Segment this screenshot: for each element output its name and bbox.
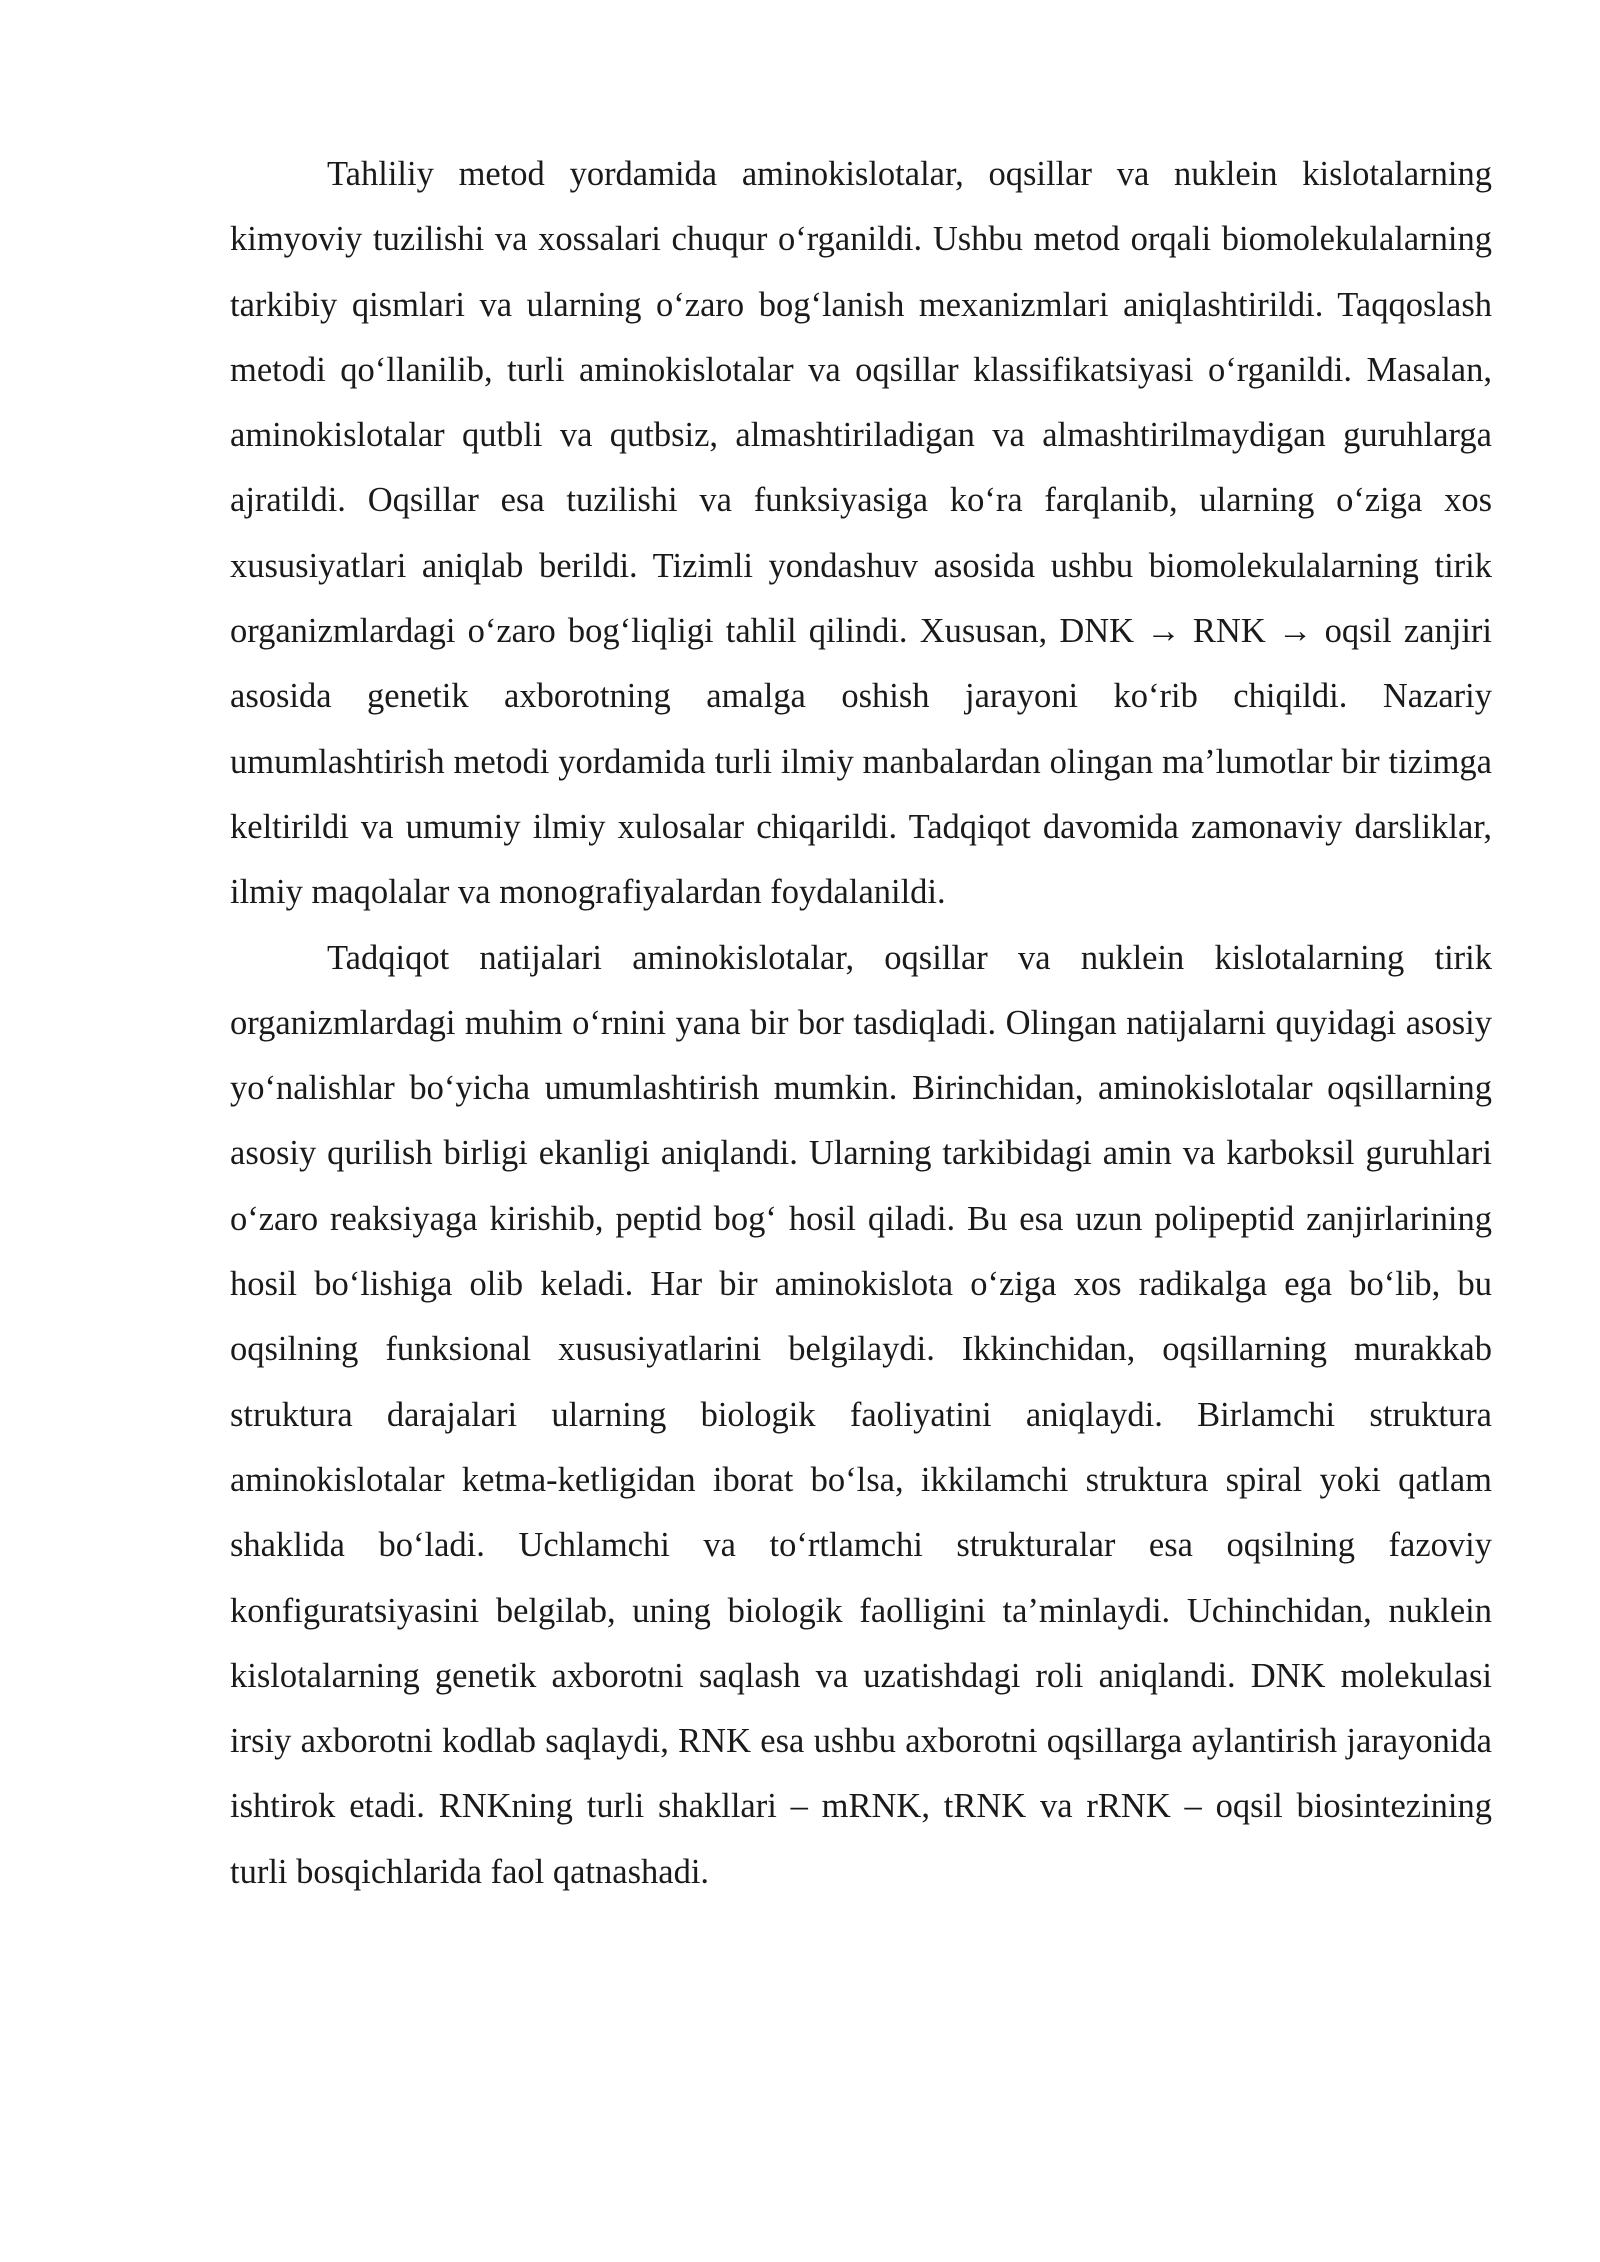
paragraph-methods: Tahliliy metod yordamida aminokislotalar, oqsillar va nuklein kislotalarning kimyoviy tuzilishi va xossalari chuqur o‘rganildi. Ushbu metod orqali biomolekulalarning tarkibiy qismlari va ularning o‘zaro bog‘lanish mexanizmlari aniqlashtirildi. Taqqoslash metodi qo‘llanilib, turli aminokislotalar va oqsillar klassifikatsiyasi o‘rganildi. Masalan, aminokislotalar qutbli va qutbsiz, almashtiriladigan va almashtirilmaydigan guruhlarga ajratildi. Oqsillar esa tuzilishi va funksiyasiga ko‘ra farqlanib, ularning o‘ziga xos xususiyatlari aniqlab berildi. Tizimli yondashuv asosida ushbu biomolekulalarning tirik organizmlardagi o‘zaro bog‘liqligi tahlil qilindi. Xususan, DNK → RNK → oqsil zanjiri asosida genetik axborotning amalga oshish jarayoni ko‘rib chiqildi. Nazariy umumlashtirish metodi yordamida turli ilmiy manbalardan olingan ma’lumotlar bir tizimga keltirildi va umumiy ilmiy xulosalar chiqarildi. Tadqiqot davomida zamonaviy darsliklar, ilmiy maqolalar va monografiyalardan foydalanildi.: [230, 155, 1492, 912]
paragraph-results: Tadqiqot natijalari aminokislotalar, oqsillar va nuklein kislotalarning tirik organizmlardagi muhim o‘rnini yana bir bor tasdiqladi. Olingan natijalarni quyidagi asosiy yo‘nalishlar bo‘yicha umumlashtirish mumkin. Birinchidan, aminokislotalar oqsillarning asosiy qurilish birligi ekanligi aniqlandi. Ularning tarkibidagi amin va karboksil guruhlari o‘zaro reaksiyaga kirishib, peptid bog‘ hosil qiladi. Bu esa uzun polipeptid zanjirlarining hosil bo‘lishiga olib keladi. Har bir aminokislota o‘ziga xos radikalga ega bo‘lib, bu oqsilning funksional xususiyatlarini belgilaydi. Ikkinchidan, oqsillarning murakkab struktura darajalari ularning biologik faoliyatini aniqlaydi. Birlamchi struktura aminokislotalar ketma-ketligidan iborat bo‘lsa, ikkilamchi struktura spiral yoki qatlam shaklida bo‘ladi. Uchlamchi va to‘rtlamchi strukturalar esa oqsilning fazoviy konfiguratsiyasini belgilab, uning biologik faolligini ta’minlaydi. Uchinchidan, nuklein kislotalarning genetik axborotni saqlash va uzatishdagi roli aniqlandi. DNK molekulasi irsiy axborotni kodlab saqlaydi, RNK esa ushbu axborotni oqsillarga aylantirish jarayonida ishtirok etadi. RNKning turli shakllari – mRNK, tRNK va rRNK – oqsil biosintezining turli bosqichlarida faol qatnashadi.: [230, 938, 1492, 1891]
body-text: [230, 142, 1492, 1905]
